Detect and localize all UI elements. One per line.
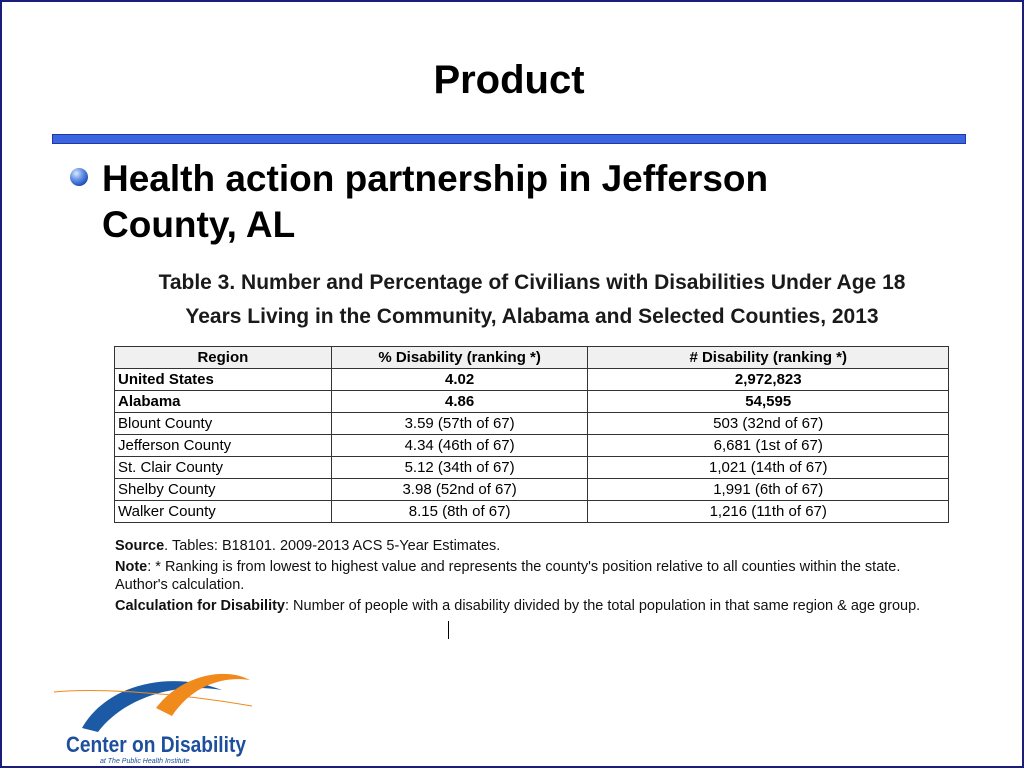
note-text: : * Ranking is from lowest to highest value and represents the county's position relative to all counties within the state. Author's calculation. [115,559,901,593]
calc-text: : Number of people with a disability divided by the total population in that same region & age group. [285,598,921,614]
table-row [115,479,949,501]
count-cell: 1,216 (11th of 67) [588,501,949,523]
text-cursor [448,621,449,639]
logo-tagline: at The Public Health Institute [100,758,190,765]
table-row [115,369,949,391]
percent-cell: 3.59 (57th of 67) [331,413,588,435]
percent-cell: 5.12 (34th of 67) [331,457,588,479]
count-cell: 503 (32nd of 67) [588,413,949,435]
table-row [115,391,949,413]
region-cell: Alabama [115,391,332,413]
region-cell: St. Clair County [115,457,332,479]
count-cell: 1,021 (14th of 67) [588,457,949,479]
calc-label: Calculation for Disability [115,598,285,614]
region-cell: Shelby County [115,479,332,501]
table-caption-line-2: Years Living in the Community, Alabama and Selected Counties, 2013 [185,305,879,328]
count-cell: 2,972,823 [588,369,949,391]
percent-cell: 4.86 [331,391,588,413]
header-region: Region [115,347,332,369]
region-cell: Jefferson County [115,435,332,457]
slide-title: Product [433,58,585,102]
header-percent-disability: % Disability (ranking *) [331,347,588,369]
count-cell: 54,595 [588,391,949,413]
count-cell: 1,991 (6th of 67) [588,479,949,501]
table-caption [2,266,1024,334]
logo-name: Center on Disability [66,732,247,757]
source-text: . Tables: B18101. 2009-2013 ACS 5-Year Estimates. [164,538,501,554]
title-divider [52,134,966,144]
percent-cell: 4.34 (46th of 67) [331,435,588,457]
percent-cell: 3.98 (52nd of 67) [331,479,588,501]
table-row [115,413,949,435]
table-notes [115,537,945,618]
table-header-row [115,347,949,369]
center-on-disability-logo [52,662,257,766]
calculation-note [115,597,945,615]
source-note [115,537,945,555]
ranking-note [115,558,945,594]
region-cell: Walker County [115,501,332,523]
disability-table [114,346,949,523]
table-row [115,457,949,479]
logo-swoosh-blue [82,681,222,732]
table-caption-line-1: Table 3. Number and Percentage of Civilians with Disabilities Under Age 18 [158,271,906,294]
table-row [115,435,949,457]
bullet-text: Health action partnership in Jefferson County, AL [102,158,769,245]
note-label: Note [115,559,148,575]
count-cell: 6,681 (1st of 67) [588,435,949,457]
header-count-disability: # Disability (ranking *) [588,347,949,369]
region-cell: United States [115,369,332,391]
percent-cell: 8.15 (8th of 67) [331,501,588,523]
region-cell: Blount County [115,413,332,435]
percent-cell: 4.02 [331,369,588,391]
source-label: Source [115,538,165,554]
table-row [115,501,949,523]
bullet-icon [70,168,88,186]
